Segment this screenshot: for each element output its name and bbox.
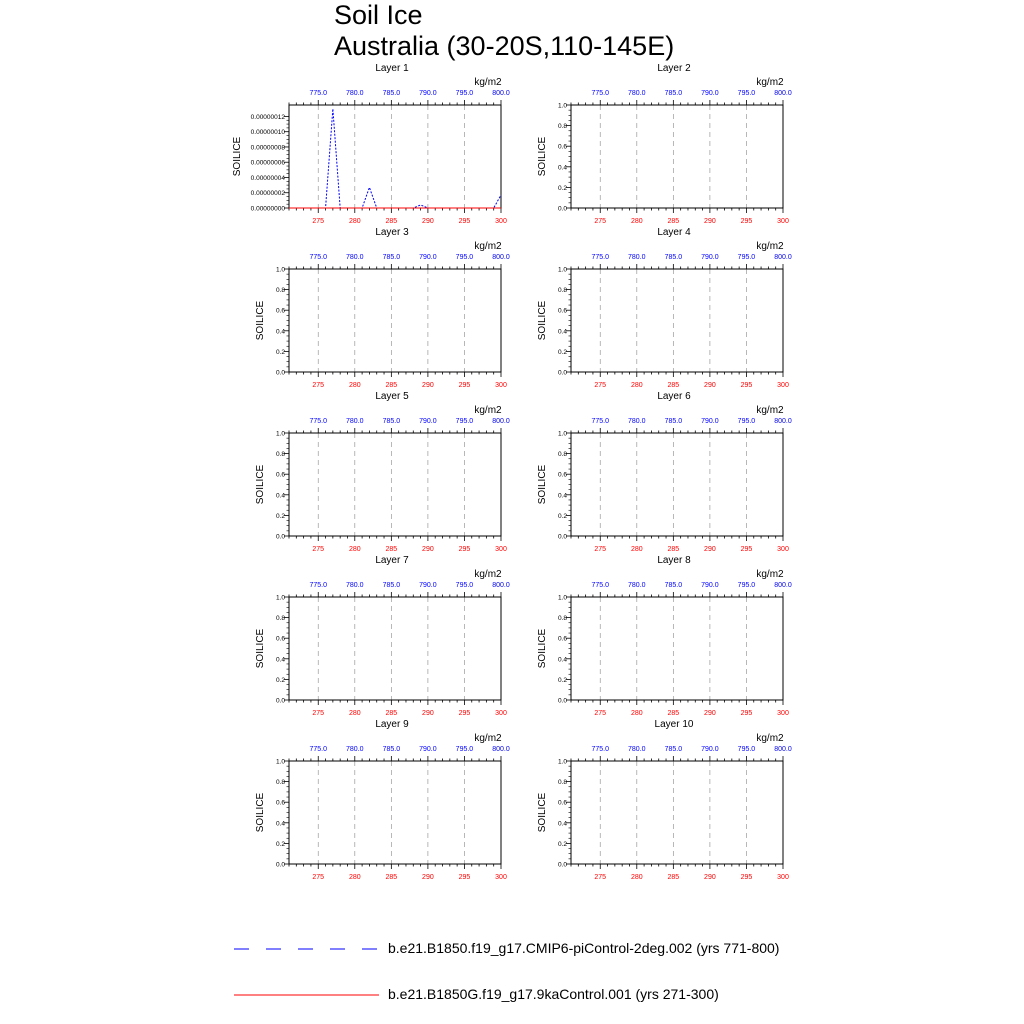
x-bottom-tick-label: 290 (422, 546, 434, 553)
y-tick-label: 1.0 (275, 594, 285, 602)
x-bottom-tick-label: 280 (348, 546, 361, 553)
units-label: kg/m2 (474, 77, 502, 88)
x-bottom-tick-label: 295 (740, 874, 753, 881)
x-top-tick-label: 780.0 (628, 582, 646, 589)
x-bottom-tick-label: 275 (594, 710, 607, 717)
y-tick-label: 1.0 (557, 430, 567, 438)
x-top-tick-label: 800.0 (774, 254, 792, 261)
units-label: kg/m2 (474, 241, 502, 252)
y-tick-label: 0.4 (275, 820, 285, 828)
y-tick-label: 0.2 (275, 512, 285, 520)
y-tick-label: 1.0 (557, 266, 567, 274)
x-bottom-tick-label: 280 (348, 382, 361, 389)
units-label: kg/m2 (756, 733, 784, 744)
x-bottom-tick-label: 280 (630, 874, 643, 881)
x-bottom-tick-label: 290 (422, 874, 434, 881)
legend-label-1: b.e21.B1850.f19_g17.CMIP6-piControl-2deg.002 (yrs 771-800) (388, 940, 780, 956)
x-top-tick-label: 790.0 (701, 254, 719, 261)
x-bottom-tick-label: 290 (704, 546, 716, 553)
title-line-2: Australia (30-20S,110-145E) (334, 31, 675, 61)
x-top-tick-label: 790.0 (419, 582, 437, 589)
legend-item-1 (234, 938, 379, 958)
y-tick-label: 0.0 (557, 533, 567, 541)
y-tick-label: 0.8 (557, 451, 567, 459)
y-axis-label: SOILICE (255, 628, 266, 669)
y-tick-label: 0.4 (557, 328, 567, 336)
x-top-tick-label: 785.0 (382, 582, 401, 589)
x-bottom-tick-label: 275 (312, 382, 325, 389)
legend-item-2 (234, 984, 379, 1004)
chart-panel-9 (255, 719, 510, 881)
y-tick-label: 0.6 (557, 471, 567, 479)
y-tick-label: 0.0 (557, 861, 567, 869)
x-top-tick-label: 795.0 (455, 418, 474, 425)
y-axis-label: SOILICE (537, 464, 548, 505)
x-top-tick-label: 775.0 (591, 582, 610, 589)
y-tick-label: 0.2 (275, 348, 285, 356)
y-tick-label: 0.4 (557, 820, 567, 828)
x-bottom-tick-label: 295 (458, 710, 471, 717)
y-tick-label: 0.0 (275, 369, 285, 377)
panel-title: Layer 9 (375, 719, 409, 730)
y-tick-label: 1.0 (275, 758, 285, 766)
chart-panel-6 (537, 391, 792, 553)
x-top-tick-label: 785.0 (664, 746, 683, 753)
x-top-tick-label: 775.0 (591, 90, 610, 97)
title-line-1: Soil Ice (334, 0, 423, 30)
chart-panel-1 (232, 63, 510, 225)
x-bottom-tick-label: 285 (667, 218, 680, 225)
x-top-tick-label: 795.0 (737, 90, 756, 97)
x-top-tick-label: 800.0 (492, 90, 510, 97)
panel-title: Layer 7 (375, 555, 409, 566)
legend-line-1 (234, 938, 379, 958)
units-label: kg/m2 (474, 733, 502, 744)
y-tick-label: 0.8 (275, 615, 285, 623)
x-top-tick-label: 780.0 (346, 90, 364, 97)
series-line-1 (289, 109, 501, 208)
x-top-tick-label: 775.0 (591, 746, 610, 753)
x-top-tick-label: 785.0 (382, 90, 401, 97)
units-label: kg/m2 (756, 569, 784, 580)
x-top-tick-label: 785.0 (382, 418, 401, 425)
y-tick-label: 0.0 (557, 369, 567, 377)
y-tick-label: 0.2 (557, 348, 567, 356)
plot-frame (289, 433, 501, 536)
x-bottom-tick-label: 285 (667, 874, 680, 881)
plot-frame (289, 105, 501, 208)
x-bottom-tick-label: 300 (495, 874, 507, 881)
chart-panel-8 (537, 555, 792, 717)
y-tick-label: 1.0 (275, 266, 285, 274)
plot-frame (289, 761, 501, 864)
plot-frame (571, 105, 783, 208)
x-top-tick-label: 780.0 (628, 90, 646, 97)
x-top-tick-label: 790.0 (701, 418, 719, 425)
y-tick-label: 0.8 (557, 779, 567, 787)
x-bottom-tick-label: 280 (348, 874, 361, 881)
y-tick-label: 0.4 (557, 164, 567, 172)
plot-frame (289, 269, 501, 372)
chart-panel-2 (537, 63, 792, 225)
panel-title: Layer 3 (375, 227, 409, 238)
plot-frame (571, 433, 783, 536)
x-bottom-tick-label: 285 (667, 546, 680, 553)
x-bottom-tick-label: 285 (385, 382, 398, 389)
x-bottom-tick-label: 295 (458, 218, 471, 225)
x-bottom-tick-label: 300 (495, 546, 507, 553)
x-bottom-tick-label: 275 (312, 874, 325, 881)
y-tick-label: 0.0 (275, 533, 285, 541)
x-bottom-tick-label: 290 (422, 382, 434, 389)
x-top-tick-label: 790.0 (419, 254, 437, 261)
x-bottom-tick-label: 285 (667, 710, 680, 717)
y-tick-label: 0.6 (275, 471, 285, 479)
x-bottom-tick-label: 275 (312, 710, 325, 717)
x-top-tick-label: 780.0 (346, 254, 364, 261)
x-bottom-tick-label: 300 (777, 546, 789, 553)
y-tick-label: 0.6 (275, 799, 285, 807)
x-top-tick-label: 800.0 (774, 746, 792, 753)
y-tick-label: 0.0 (557, 697, 567, 705)
x-bottom-tick-label: 275 (312, 546, 325, 553)
y-tick-label: 0.4 (557, 492, 567, 500)
x-top-tick-label: 785.0 (664, 582, 683, 589)
x-bottom-tick-label: 285 (385, 874, 398, 881)
y-tick-label: 0.00000010 (250, 129, 285, 137)
x-top-tick-label: 790.0 (419, 90, 437, 97)
x-bottom-tick-label: 280 (630, 382, 643, 389)
x-bottom-tick-label: 290 (704, 710, 716, 717)
x-bottom-tick-label: 300 (777, 218, 789, 225)
y-axis-label: SOILICE (537, 300, 548, 341)
x-top-tick-label: 780.0 (346, 582, 364, 589)
chart-panel-5 (255, 391, 510, 553)
x-top-tick-label: 775.0 (309, 90, 328, 97)
x-top-tick-label: 795.0 (737, 582, 756, 589)
x-top-tick-label: 795.0 (455, 582, 474, 589)
y-tick-label: 0.8 (275, 779, 285, 787)
x-top-tick-label: 800.0 (492, 746, 510, 753)
x-bottom-tick-label: 275 (594, 874, 607, 881)
y-tick-label: 0.6 (557, 143, 567, 151)
x-top-tick-label: 790.0 (701, 746, 719, 753)
y-tick-label: 0.4 (275, 656, 285, 664)
panel-title: Layer 5 (375, 391, 409, 402)
x-bottom-tick-label: 300 (777, 710, 789, 717)
x-top-tick-label: 795.0 (455, 90, 474, 97)
y-tick-label: 0.4 (275, 328, 285, 336)
y-tick-label: 0.6 (275, 635, 285, 643)
y-tick-label: 0.0 (275, 697, 285, 705)
y-axis-label: SOILICE (232, 136, 243, 177)
x-top-tick-label: 775.0 (591, 418, 610, 425)
x-top-tick-label: 790.0 (419, 746, 437, 753)
x-bottom-tick-label: 285 (385, 546, 398, 553)
x-top-tick-label: 785.0 (664, 90, 683, 97)
x-top-tick-label: 800.0 (492, 582, 510, 589)
units-label: kg/m2 (756, 405, 784, 416)
x-bottom-tick-label: 285 (385, 218, 398, 225)
y-tick-label: 0.00000004 (250, 174, 285, 182)
legend-line-2 (234, 984, 379, 1004)
y-axis-label: SOILICE (255, 300, 266, 341)
x-bottom-tick-label: 280 (348, 710, 361, 717)
x-bottom-tick-label: 295 (458, 874, 471, 881)
x-bottom-tick-label: 280 (630, 546, 643, 553)
x-top-tick-label: 800.0 (774, 418, 792, 425)
x-top-tick-label: 785.0 (664, 254, 683, 261)
panel-title: Layer 8 (657, 555, 691, 566)
x-top-tick-label: 785.0 (382, 746, 401, 753)
x-top-tick-label: 800.0 (774, 90, 792, 97)
y-tick-label: 0.0 (557, 205, 567, 213)
x-bottom-tick-label: 300 (777, 382, 789, 389)
y-tick-label: 0.0 (275, 861, 285, 869)
y-tick-label: 0.2 (557, 184, 567, 192)
x-top-tick-label: 780.0 (628, 418, 646, 425)
x-bottom-tick-label: 300 (777, 874, 789, 881)
x-bottom-tick-label: 280 (630, 710, 643, 717)
x-bottom-tick-label: 295 (740, 218, 753, 225)
y-tick-label: 0.2 (275, 840, 285, 848)
panel-title: Layer 6 (657, 391, 691, 402)
x-bottom-tick-label: 290 (704, 382, 716, 389)
units-label: kg/m2 (474, 569, 502, 580)
y-tick-label: 0.2 (557, 512, 567, 520)
plot-frame (571, 761, 783, 864)
x-bottom-tick-label: 290 (422, 710, 434, 717)
x-top-tick-label: 790.0 (701, 90, 719, 97)
x-bottom-tick-label: 300 (495, 218, 507, 225)
x-top-tick-label: 780.0 (628, 254, 646, 261)
x-bottom-tick-label: 300 (495, 710, 507, 717)
chart-panel-10 (537, 719, 792, 881)
chart-panel-7 (255, 555, 510, 717)
y-tick-label: 0.00000008 (250, 144, 285, 152)
y-tick-label: 1.0 (557, 594, 567, 602)
y-axis-label: SOILICE (255, 792, 266, 833)
x-top-tick-label: 775.0 (591, 254, 610, 261)
y-axis-label: SOILICE (537, 792, 548, 833)
x-bottom-tick-label: 275 (594, 218, 607, 225)
y-tick-label: 0.4 (557, 656, 567, 664)
units-label: kg/m2 (756, 241, 784, 252)
x-bottom-tick-label: 275 (312, 218, 325, 225)
y-tick-label: 0.4 (275, 492, 285, 500)
x-top-tick-label: 775.0 (309, 418, 328, 425)
x-top-tick-label: 775.0 (309, 254, 328, 261)
x-bottom-tick-label: 275 (594, 546, 607, 553)
x-top-tick-label: 780.0 (346, 418, 364, 425)
panel-title: Layer 2 (657, 63, 691, 74)
x-top-tick-label: 775.0 (309, 746, 328, 753)
x-top-tick-label: 795.0 (455, 746, 474, 753)
panel-title: Layer 10 (654, 719, 694, 730)
y-tick-label: 0.8 (275, 451, 285, 459)
y-tick-label: 0.6 (557, 307, 567, 315)
plot-frame (571, 269, 783, 372)
x-top-tick-label: 795.0 (455, 254, 474, 261)
y-tick-label: 0.6 (557, 635, 567, 643)
x-top-tick-label: 775.0 (309, 582, 328, 589)
y-tick-label: 0.8 (557, 615, 567, 623)
y-tick-label: 0.2 (557, 840, 567, 848)
units-label: kg/m2 (756, 77, 784, 88)
panel-title: Layer 4 (657, 227, 691, 238)
y-tick-label: 0.8 (557, 287, 567, 295)
y-tick-label: 0.00000012 (250, 113, 285, 121)
x-top-tick-label: 795.0 (737, 746, 756, 753)
plot-frame (571, 597, 783, 700)
y-tick-label: 0.8 (275, 287, 285, 295)
y-tick-label: 0.2 (557, 676, 567, 684)
x-bottom-tick-label: 295 (740, 710, 753, 717)
x-top-tick-label: 800.0 (774, 582, 792, 589)
x-bottom-tick-label: 295 (740, 546, 753, 553)
y-tick-label: 0.6 (557, 799, 567, 807)
units-label: kg/m2 (474, 405, 502, 416)
y-tick-label: 1.0 (275, 430, 285, 438)
panel-title: Layer 1 (375, 63, 409, 74)
x-bottom-tick-label: 295 (458, 382, 471, 389)
x-top-tick-label: 785.0 (382, 254, 401, 261)
y-axis-label: SOILICE (255, 464, 266, 505)
x-top-tick-label: 785.0 (664, 418, 683, 425)
x-bottom-tick-label: 280 (630, 218, 643, 225)
x-top-tick-label: 780.0 (628, 746, 646, 753)
y-tick-label: 0.00000000 (250, 205, 285, 213)
x-top-tick-label: 795.0 (737, 418, 756, 425)
x-bottom-tick-label: 295 (458, 546, 471, 553)
x-bottom-tick-label: 280 (348, 218, 361, 225)
y-tick-label: 1.0 (557, 758, 567, 766)
x-bottom-tick-label: 290 (704, 218, 716, 225)
x-bottom-tick-label: 285 (667, 382, 680, 389)
y-axis-label: SOILICE (537, 136, 548, 177)
x-bottom-tick-label: 285 (385, 710, 398, 717)
y-tick-label: 0.00000002 (250, 190, 285, 198)
x-bottom-tick-label: 295 (740, 382, 753, 389)
y-axis-label: SOILICE (537, 628, 548, 669)
x-top-tick-label: 800.0 (492, 418, 510, 425)
x-top-tick-label: 795.0 (737, 254, 756, 261)
y-tick-label: 0.6 (275, 307, 285, 315)
x-bottom-tick-label: 275 (594, 382, 607, 389)
y-tick-label: 0.00000006 (250, 159, 285, 167)
x-bottom-tick-label: 290 (422, 218, 434, 225)
y-tick-label: 0.8 (557, 123, 567, 131)
x-bottom-tick-label: 300 (495, 382, 507, 389)
x-bottom-tick-label: 290 (704, 874, 716, 881)
y-tick-label: 0.2 (275, 676, 285, 684)
x-top-tick-label: 800.0 (492, 254, 510, 261)
legend-label-2: b.e21.B1850G.f19_g17.9kaControl.001 (yrs 271-300) (388, 986, 719, 1002)
x-top-tick-label: 780.0 (346, 746, 364, 753)
chart-panel-4 (537, 227, 792, 389)
x-top-tick-label: 790.0 (701, 582, 719, 589)
plot-frame (289, 597, 501, 700)
x-top-tick-label: 790.0 (419, 418, 437, 425)
y-tick-label: 1.0 (557, 102, 567, 110)
chart-panel-3 (255, 227, 510, 389)
